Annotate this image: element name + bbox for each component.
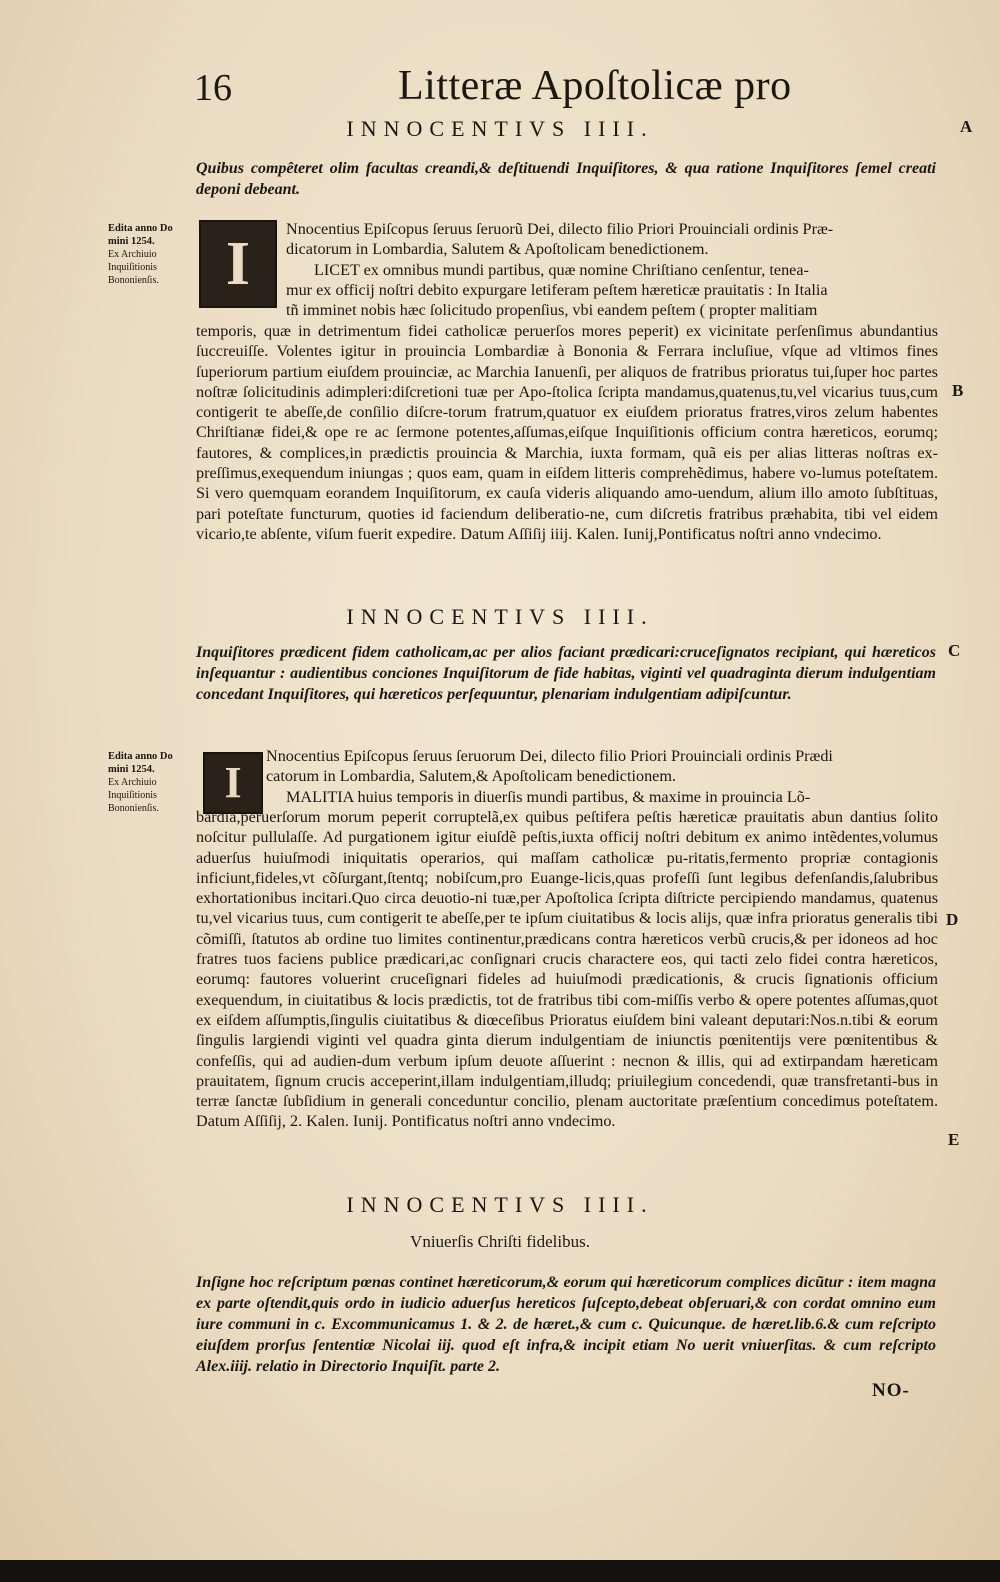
initial-letter: I xyxy=(224,758,242,807)
decorated-initial xyxy=(203,752,263,814)
margin-letter-e: E xyxy=(948,1130,960,1149)
letter-body: bardia,peruerſorum morum peperit corruptelã,ex quibus peſtifera peſtis hæreticæ prauitatis abun dantius ſolito noſcitur pullulaſſe. Ad purgationem igitur eiuſdẽ peſtis,iuxta officij noſtri debitum ex animo intẽdentes,volumus aduerſus huiuſmodi iniquitatis operarios, qui maſſam catholicæ pu-ritatis,fermento propriæ contagionis inficiunt,fideles,vt cõſurgant,ſtentq; nobiſcum,pro Euange-licis,quas profeſſi ſunt legibus defenſandis,ſalubribus exhortationibus incitari.Quo circa deuotio-ni tuæ,per Apoſtolica ſcripta diſtricte percipiendo mandamus, quatenus tu,vel vicarius tuus, cum contigerit te abeſſe,per te ipſum ciuitatibus & locis alijs, quæ infra prioratus generalis tibi cõmiſſi, ſtatutos ab ordine tuo limites continentur,prædicans contra hæreticos verbũ crucis,& per idoneos ad hoc fratres tuos faciens publice prædicari,ac conſignari crucis charactere eos, qui tacti zelo fidei contra hæreticos, eorumq: fautores voluerint cruceſignari fideles ad huiuſmodi prædicationis, & crucis ſignationis officium exequendum, in ciuitatibus & locis prædictis, tot de fratribus tibi com-miſſis verbo & opere potentes aſſumas,quot ex eiſdem aſſumptis,ſingulis ciuitatibus & diœceſibus Prioratus eiuſdem bini valeant deputari:Nos.n.tibi & eorum ſingulis largiendi viginti vel quadra ginta dierum indulgentiam de iniunctis pœnitentijs vere pœnitentibus & confeſſis, qui ad audien-dum verbum ipſum deuote aſſuerint : necnon & illis, qui ad extirpandam hæreticam prauitatem, ſignum crucis acceperint,illam indulgentiam,illudq; priuilegium concedendi, quæ transfretanti-bus in terræ ſanctæ ſubſidium in generali conceduntur concilio, plenam auctoritate præſentium concedimus poteſtatem. Datum Aſſiſij, 2. Kalen. Iunij. Pontificatus noſtri anno vndecimo. xyxy=(196,808,938,1131)
section-summary: Inſigne hoc reſcriptum pœnas continet hæreticorum,& eorum qui hæreticorum complices dicũtur : item magna ex parte oſtendit,quis ordo in iudicio aduerſus hereticos ſuſcepto,debeat obſeruari,& con cordat omnino eum iure communi in c. Excommunicamus 1. & 2. de hæret.,& cum c. Quicunque. de hæret.lib.6.& cum reſcripto eiuſdem prorſus ſententiæ Nicolai iij. quod eſt infra,& incipit etiam No uerit vniuerſitas. & cum reſcripto Alex.iiij. relatio in Directorio Inquiſit. parte 2. xyxy=(196,1274,936,1375)
bleed-through xyxy=(820,60,970,120)
margin-note-source: Ex Archiuio Inquiſitionis Bononienſis. xyxy=(108,777,159,814)
running-head: Litteræ Apoſtolicæ pro xyxy=(398,63,792,109)
initial-letter: I xyxy=(225,230,251,298)
margin-note-source: Ex Archiuio Inquiſitionis Bononienſis. xyxy=(108,249,159,286)
letter-opening xyxy=(286,219,938,320)
margin-letter-c: C xyxy=(948,641,961,660)
text-line: Nnocentius Epiſcopus ſeruus ſeruorum Dei, dilecto filio Priori Prouinciali ordinis Prædi xyxy=(266,747,833,765)
margin-letter-d: D xyxy=(946,910,959,929)
text-line: LICET ex omnibus mundi partibus, quæ nomine Chriſtiano cenſentur, tenea- xyxy=(314,260,809,279)
catchword: NO- xyxy=(872,1380,910,1401)
text-line: mur ex officij noſtri debito expurgare letiferam peſtem hæreticæ prauitatis : In Italia xyxy=(286,280,828,299)
section-title: INNOCENTIVS IIII. xyxy=(346,116,654,141)
margin-note-date: Edita anno Do mini 1254. xyxy=(108,223,173,247)
section-summary: Inquiſitores prædicent fidem catholicam,ac per alios faciant prædicari:cruceſignatos recipiant, qui hæreticos inſequantur : audientibus conciones Inquiſitorum de fide habitas, viginti vel quadraginta dierum indulgentiam concedant Inquiſitores, qui hæreticos perſequuntur, plenariam indulgentiam adipiſcuntur. xyxy=(196,644,936,703)
decorated-initial xyxy=(199,220,277,308)
margin-note-date: Edita anno Do mini 1254. xyxy=(108,751,173,775)
text-line: MALITIA huius temporis in diuerſis mundi partibus, & maxime in prouincia Lõ- xyxy=(286,787,811,806)
section-summary: Quibus compêteret olim facultas creandi,& deſtituendi Inquiſitores, & qua ratione Inquiſitores ſemel creati deponi debeant. xyxy=(196,160,936,198)
addressee: Vniuerſis Chriſti fidelibus. xyxy=(410,1232,590,1251)
scan-edge xyxy=(0,1560,1000,1582)
text-line: tñ imminet nobis hæc ſolicitudo propenſius, vbi eandem peſtem ( propter malitiam xyxy=(286,301,818,320)
letter-body: temporis, quæ in detrimentum fidei catholicæ peruerſos mores peperit) ex vicinitate perſenſimus abundantius ſuccreuiſſe. Volentes igitur in prouincia Lombardiæ à Bononia & Ferrara incluſiue, vſque ad vltimos fines ſuperiorum partium eiuſdem prouinciæ, ac Marchia Ianuenſi, per aliquos de fratribus prioratus tui,ſuper hoc partes noſtræ ſolicitudinis adimpleri:diſcretioni tuæ per Apo-ſtolica ſcripta mandamus,quatenus,tu,vel vicarius tuus,cum contigerit te abeſſe,de conſilio diſcre-torum fratrum,quatuor ex eiuſdem prioratus fratres,viros zelum habentes Chriſtianæ fidei,& ope re ac ſermone potentes,aſſumas,eiſque Inquiſitionis officium contra hæreticos, eorumq; fautores, & complices,in prædictis prouincia & Marchia, iuxta formam, quã eis per alias litteras noſtras ex-preſſimus,exequendum iniungas ; quos eam, quam in eiſdem litteris comprehẽdimus, habere vo-lumus poteſtatem. Si vero quemquam eorandem Inquiſitorum, ex cauſa videris aliquando amo-uendum, alium illo amoto ſubſtituas, pari poteſtate functurum, quoties id faciendum deliberatio-ne, cum diſcretis fratribus præhabita, tibi vel eidem vicario,te abſente, viſum fuerit expedire. Datum Aſſiſij iiij. Kalen. Iunij,Pontificatus noſtri anno vndecimo. xyxy=(196,322,938,543)
margin-note xyxy=(108,222,190,287)
section-title: INNOCENTIVS IIII. xyxy=(346,1192,654,1217)
margin-letter-a: A xyxy=(960,117,973,136)
margin-letter-b: B xyxy=(952,381,964,400)
text-line: catorum in Lombardia, Salutem,& Apoſtolicam benedictionem. xyxy=(266,767,676,786)
text-line: dicatorum in Lombardia, Salutem & Apoſtolicam benedictionem. xyxy=(286,240,709,259)
text-line: Nnocentius Epiſcopus ſeruus ſeruorũ Dei, dilecto filio Priori Prouinciali ordinis Præ- xyxy=(286,220,834,238)
letter-opening xyxy=(266,746,938,807)
section-title: INNOCENTIVS IIII. xyxy=(346,604,654,629)
margin-note xyxy=(108,750,190,815)
page-number: 16 xyxy=(194,67,232,109)
